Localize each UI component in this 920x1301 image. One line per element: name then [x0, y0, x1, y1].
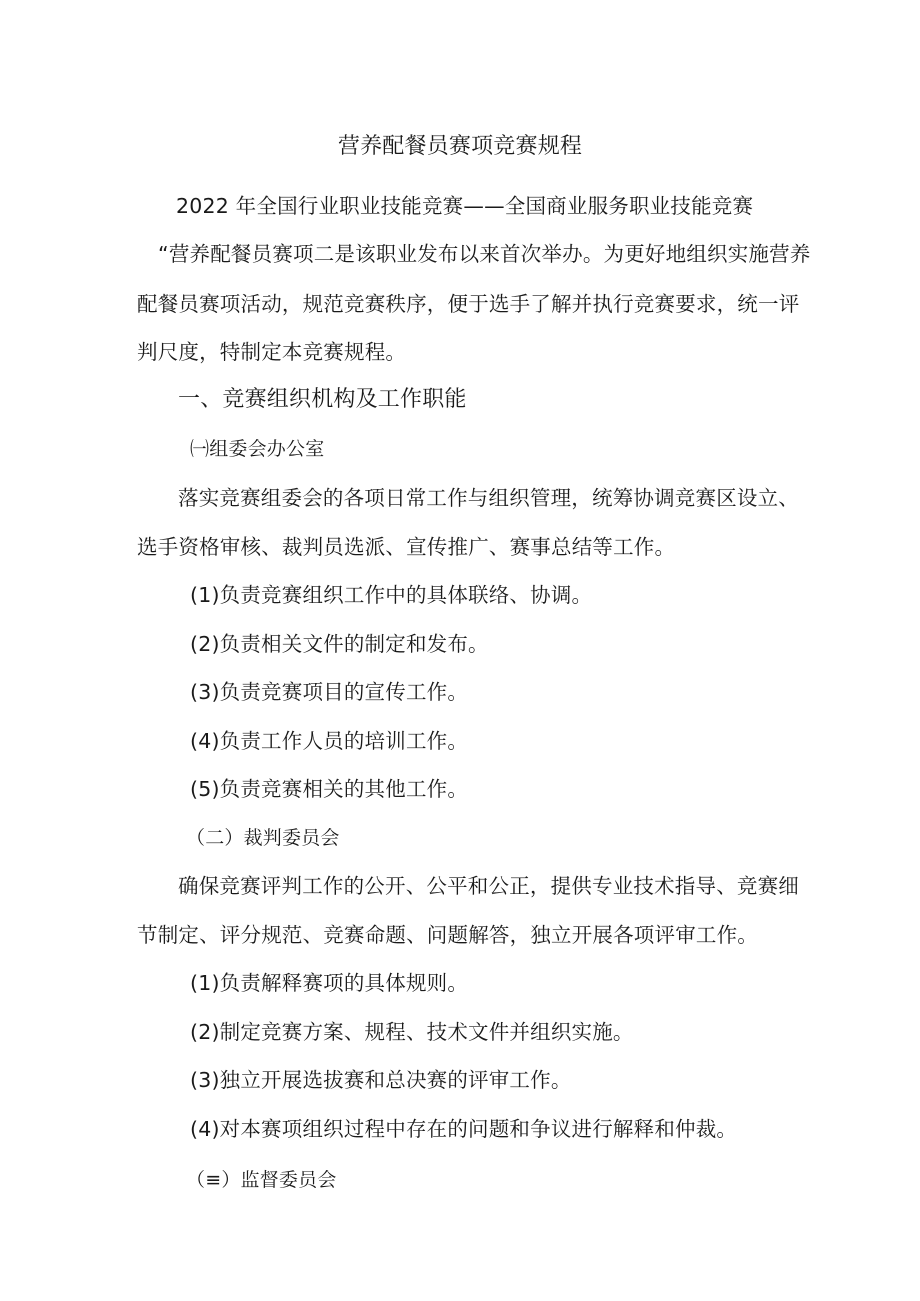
- intro-line-3: 判尺度，特制定本竞赛规程。: [137, 340, 407, 364]
- office-desc-line-1: 落实竞赛组委会的各项日常工作与组织管理，统筹协调竞赛区设立、: [178, 486, 799, 510]
- intro-line-2: 配餐员赛项活动，规范竞赛秩序，便于选手了解并执行竞赛要求，统一评: [137, 292, 800, 316]
- section-heading-organization: 一、竞赛组织机构及工作职能: [178, 387, 467, 412]
- referee-item-2: (2)制定竞赛方案、规程、技术文件并组织实施。: [190, 1020, 634, 1044]
- intro-line-1: “营养配餐员赛项二是该职业发布以来首次举办。为更好地组织实施营养: [158, 242, 811, 266]
- office-item-5: (5)负责竞赛相关的其他工作。: [190, 777, 469, 801]
- document-title: 营养配餐员赛项竞赛规程: [337, 134, 583, 159]
- referee-item-1: (1)负责解释赛项的具体规则。: [190, 971, 469, 995]
- document-subtitle: 2022 年全国行业职业技能竞赛——全国商业服务职业技能竞赛: [176, 194, 754, 218]
- office-item-3: (3)负责竞赛项目的宣传工作。: [190, 680, 469, 704]
- office-item-2: (2)负责相关文件的制定和发布。: [190, 632, 489, 656]
- referee-desc-line-2: 节制定、评分规范、竞赛命题、问题解答，独立开展各项评审工作。: [137, 923, 758, 947]
- referee-item-3: (3)独立开展选拔赛和总决赛的评审工作。: [190, 1068, 572, 1092]
- subsection-heading-office: ㈠组委会办公室: [190, 438, 325, 460]
- office-item-4: (4)负责工作人员的培训工作。: [190, 729, 469, 753]
- subsection-heading-supervision: （≡）监督委员会: [186, 1169, 337, 1191]
- subsection-heading-referee: （二）裁判委员会: [186, 827, 340, 849]
- referee-item-4: (4)对本赛项组织过程中存在的问题和争议进行解释和仲裁。: [190, 1117, 738, 1141]
- referee-desc-line-1: 确保竞赛评判工作的公开、公平和公正，提供专业技术指导、竞赛细: [178, 874, 799, 898]
- office-desc-line-2: 选手资格审核、裁判员选派、宣传推广、赛事总结等工作。: [137, 535, 676, 559]
- office-item-1: (1)负责竞赛组织工作中的具体联络、协调。: [190, 583, 593, 607]
